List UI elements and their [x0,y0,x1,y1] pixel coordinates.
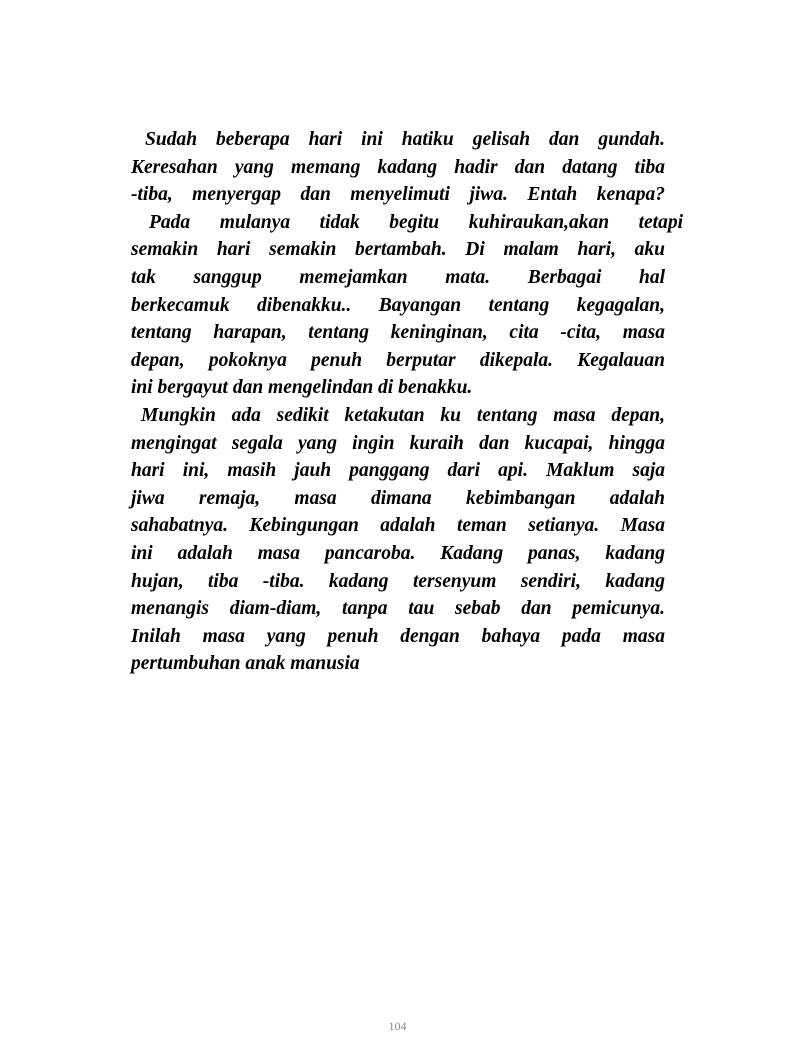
text-line: tak sanggup memejamkan mata. Berbagai hal [131,266,665,288]
text-line: Inilah masa yang penuh dengan bahaya pada masa [131,625,665,647]
text-line: jiwa remaja, masa dimana kebimbangan adalah [131,487,665,509]
text-line: Sudah beberapa hari ini hatiku gelisah dan gundah. [145,129,665,150]
text-line: Pada mulanya tidak begitu kuhiraukan,akan tetapi [149,211,683,233]
text-line: pertumbuhan anak manusia [131,653,360,675]
text-line: hujan, tiba -tiba. kadang tersenyum sendiri, kadang [131,570,665,592]
body-text [131,126,683,678]
text-line: semakin hari semakin bertambah. Di malam hari, aku [131,239,665,261]
text-line: hari ini, masih jauh panggang dari api. Maklum saja [131,460,665,482]
text-line: -tiba, menyergap dan menyelimuti jiwa. Entah kenapa? [131,184,665,206]
text-line: Mungkin ada sedikit ketakutan ku tentang masa depan, [141,404,665,426]
text-line: sahabatnya. Kebingungan adalah teman setianya. Masa [131,515,665,537]
text-line: tentang harapan, tentang keninginan, cita -cita, masa [131,322,665,344]
text-line: Keresahan yang memang kadang hadir dan datang tiba [131,156,665,178]
text-line: ini bergayut dan mengelindan di benakku. [131,377,473,399]
text-line: mengingat segala yang ingin kuraih dan kucapai, hingga [131,432,665,454]
text-line: berkecamuk dibenakku.. Bayangan tentang kegagalan, [131,294,665,316]
page-number: 104 [388,1019,407,1033]
text-line: ini adalah masa pancaroba. Kadang panas, kadang [131,542,665,564]
text-line: menangis diam-diam, tanpa tau sebab dan pemicunya. [131,598,665,620]
text-line: depan, pokoknya penuh berputar dikepala. Kegalauan [131,349,665,371]
